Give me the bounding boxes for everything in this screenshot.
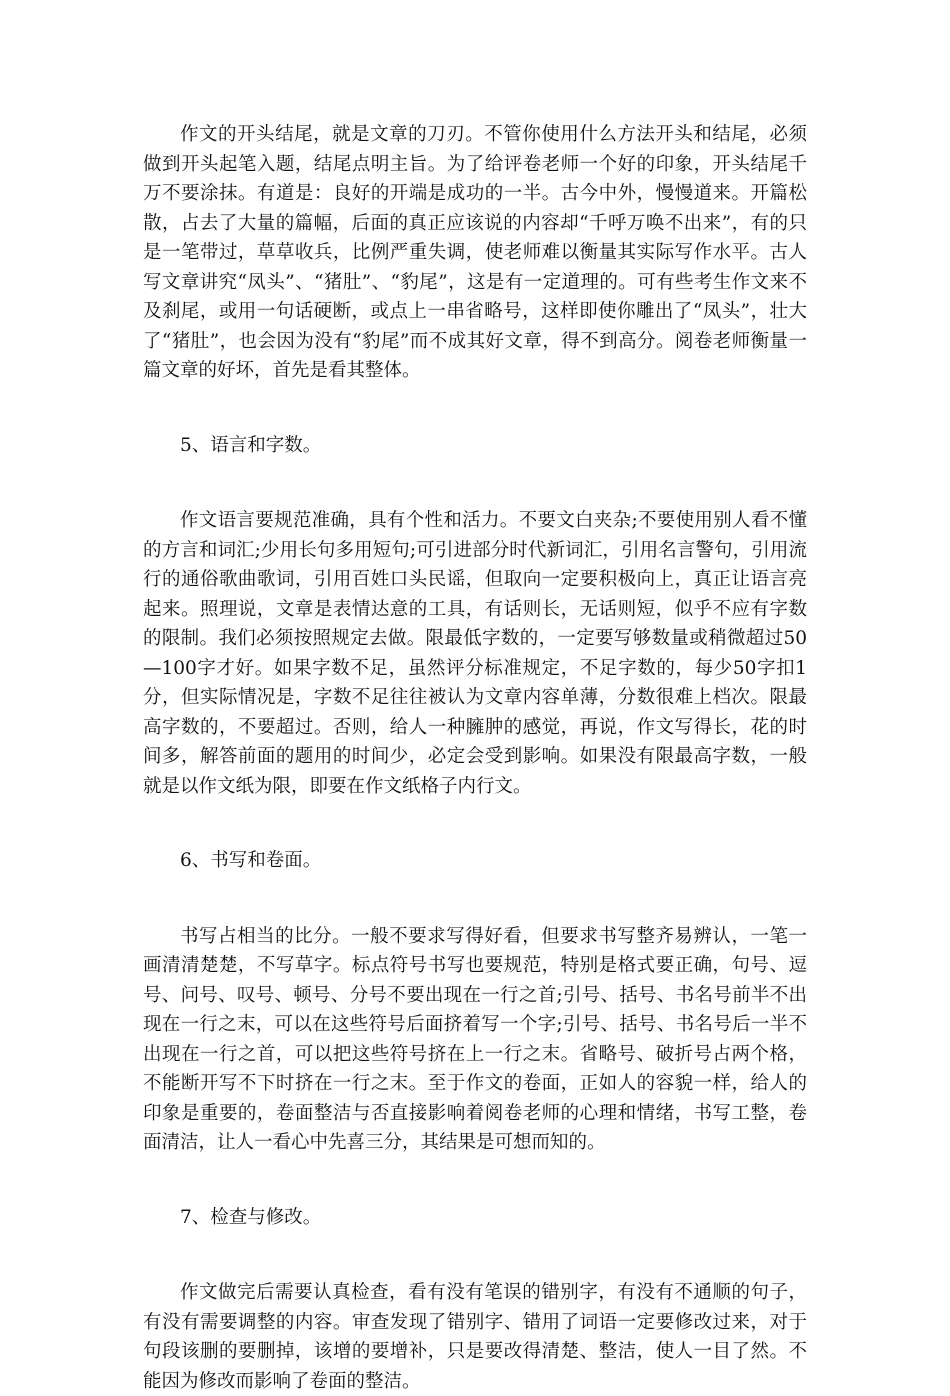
paragraph-handwriting-layout: 书写占相当的比分。一般不要求写得好看，但要求书写整齐易辨认，一笔一画清清楚楚，不写草字。标点符号书写也要规范，特别是格式要正确，句号、逗号、问号、叹号、顿号、分号不要出现在一行之首;引号、括号、书名号前半不出现在一行之末，可以在这些符号后面挤着写一个字;引号、括号、书名号后一半不出现在一行之首，可以把这些符号挤在上一行之末。省略号、破折号占两个格，不能断开写不下时挤在一行之末。至于作文的卷面，正如人的容貌一样，给人的印象是重要的，卷面整洁与否直接影响着阅卷老师的心理和情绪，书写工整，卷面清洁，让人一看心中先喜三分，其结果是可想而知的。 — [143, 925, 807, 1153]
section-heading-handwriting: 6、书写和卷面。 — [180, 850, 322, 871]
spacer — [143, 386, 807, 431]
spacer — [143, 1232, 807, 1278]
section-heading-review: 7、检查与修改。 — [180, 1206, 322, 1228]
paragraph-opening-ending: 作文的开头结尾，就是文章的刀刃。不管你使用什么方法开头和结尾，必须做到开头起笔入题，结尾点明主旨。为了给评卷老师一个好的印象，开头结尾千万不要涂抹。有道是：良好的开端是成功的一半。古今中外，慢慢道来。开篇松散，占去了大量的篇幅，后面的真正应该说的内容却“千呼万唤不出来”，有的只是一笔带过，草草收兵，比例严重失调，使老师难以衡量其实际写作水平。古人写文章讲究“凤头”、“猪肚”、“豹尾”，这是有一定道理的。可有些考生作文来不及刹尾，或用一句话硬断，或点上一串省略号，这样即使你雕出了“凤头”，壮大了“猪肚”，也会因为没有“豹尾”而不成其好文章，得不到高分。阅卷老师衡量一篇文章的好坏，首先是看其整体。 — [143, 124, 807, 381]
paragraph-language-wordcount: 作文语言要规范准确，具有个性和活力。不要文白夹杂;不要使用别人看不懂的方言和词汇;少用长句多用短句;可引进部分时代新词汇，引用名言警句，引用流行的通俗歌曲歌词，引用百姓口头民谣，但取向一定要积极向上，真正让语言亮起来。照理说，文章是表情达意的工具，有话则长，无话则短，似乎不应有字数的限制。我们必须按照规定去做。限最低字数的，一定要写够数量或稍微超过50—100字才好。如果字数不足，虽然评分标准规定，不足字数的，每少50字扣1分，但实际情况是，字数不足往往被认为文章内容单薄，分数很难上档次。限最高字数的，不要超过。否则，给人一种臃肿的感觉，再说，作文写得长，花的时间多，解答前面的题用的时间少，必定会受到影响。如果没有限最高字数，一般就是以作文纸为限，即要在作文纸格子内行文。 — [143, 510, 807, 797]
spacer — [143, 801, 807, 846]
paragraph-review-revision: 作文做完后需要认真检查，看有没有笔误的错别字，有没有不通顺的句子，有没有需要调整的内容。审查发现了错别字、错用了词语一定要修改过来，对于句段该删的要删掉，该增的要增补，只是要改得清楚、整洁，使人一目了然。不能因为修改而影响了卷面的整洁。 — [143, 1282, 807, 1392]
spacer — [143, 876, 807, 922]
section-heading-language: 5、语言和字数。 — [180, 434, 322, 456]
spacer — [143, 460, 807, 506]
spacer — [143, 1158, 807, 1203]
document-page — [143, 120, 807, 1396]
